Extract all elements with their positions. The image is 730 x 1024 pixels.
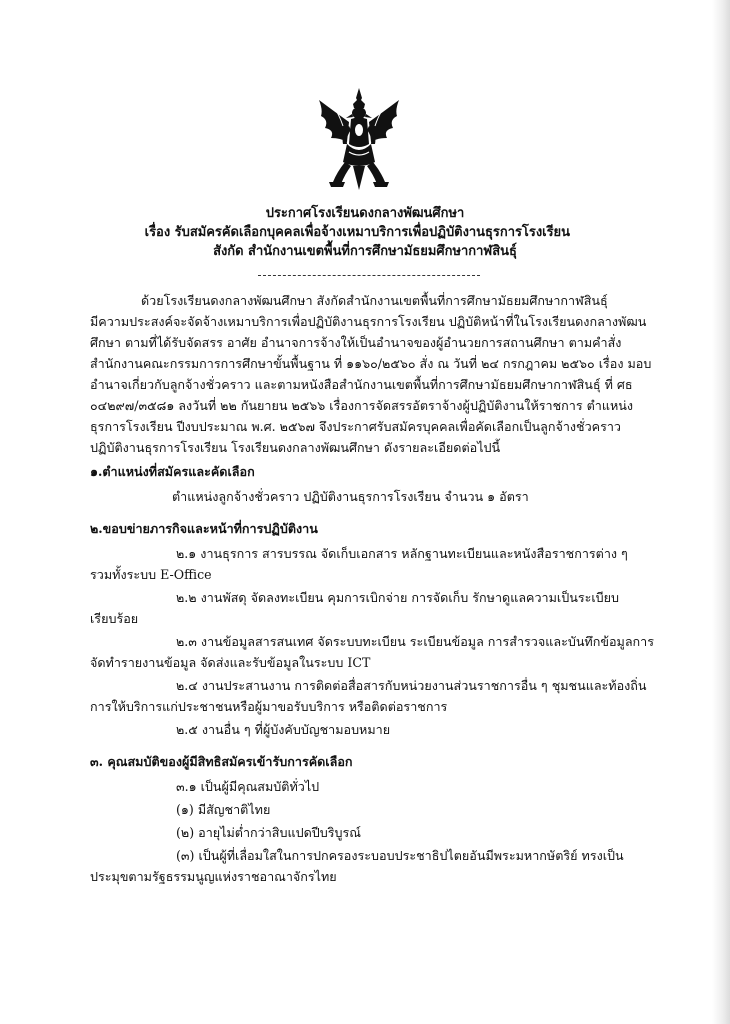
section-2-item-5: ๒.๕ งานอื่น ๆ ที่ผู้บังคับบัญชามอบหมาย — [176, 722, 391, 737]
section-2-item-1-cont: รวมทั้งระบบ E-Office — [90, 567, 212, 582]
intro-line-1: ด้วยโรงเรียนดงกลางพัฒนศึกษา สังกัดสำนักงานเขตพื้นที่การศึกษามัธยมศึกษากาฬสินธุ์ — [141, 293, 608, 308]
section-2-item-2: ๒.๒ งานพัสดุ จัดลงทะเบียน คุมการเบิกจ่าย การจัดเก็บ รักษาดูแลความเป็นระเบียบ — [176, 590, 620, 605]
header-affiliation: สังกัด สำนักงานเขตพื้นที่การศึกษามัธยมศึกษากาฬสินธุ์ — [213, 243, 517, 259]
intro-line-6: ๐๔๒๙๗/๓๕๘๑ ลงวันที่ ๒๒ กันยายน ๒๕๖๖ เรื่องการจัดสรรอัตราจ้างผู้ปฏิบัติงานให้ราชการ ตำแหน่ง — [90, 398, 634, 413]
intro-line-7: ธุรการโรงเรียน ปีงบประมาณ พ.ศ. ๒๕๖๗ จึงประกาศรับสมัครบุคคลเพื่อคัดเลือกเป็นลูกจ้างชั่วคราว — [90, 419, 621, 434]
header-divider — [258, 275, 480, 276]
section-2-item-4-cont: การให้บริการแก่ประชาชนหรือผู้มาขอรับบริการ หรือติดต่อราชการ — [90, 699, 448, 714]
section-3-item-1: (๑) มีสัญชาติไทย — [176, 802, 271, 817]
page-edge-shadow — [712, 0, 730, 1024]
section-2-item-3-cont: จัดทำรายงานข้อมูล จัดส่งและรับข้อมูลในระบบ ICT — [90, 655, 371, 670]
intro-line-3: ศึกษา ตามที่ได้รับจัดสรร อาศัย อำนาจการจ้างให้เป็นอำนาจของผู้อำนวยการสถานศึกษา ตามคำสั่ง — [90, 335, 622, 350]
section-2-item-1: ๒.๑ งานธุรการ สารบรรณ จัดเก็บเอกสาร หลักฐานทะเบียนและหนังสือราชการต่าง ๆ — [176, 546, 628, 561]
section-2-item-4: ๒.๔ งานประสานงาน การติดต่อสื่อสารกับหน่วยงานส่วนราชการอื่น ๆ ชุมชนและท้องถิ่น — [176, 678, 647, 693]
intro-line-8: ปฏิบัติงานธุรการโรงเรียน โรงเรียนดงกลางพัฒนศึกษา ดังรายละเอียดต่อไปนี้ — [90, 440, 501, 455]
section-2-item-2-cont: เรียบร้อย — [90, 611, 139, 626]
header-school-announcement: ประกาศโรงเรียนดงกลางพัฒนศึกษา — [265, 205, 465, 221]
section-3-item-3: (๓) เป็นผู้ที่เลื่อมใสในการปกครองระบอบประชาธิปไตยอันมีพระมหากษัตริย์ ทรงเป็น — [176, 848, 624, 863]
section-3-sub: ๓.๑ เป็นผู้มีคุณสมบัติทั่วไป — [176, 779, 320, 794]
section-1-heading: ๑.ตำแหน่งที่สมัครและคัดเลือก — [90, 464, 255, 479]
section-2-heading: ๒.ขอบข่ายภารกิจและหน้าที่การปฏิบัติงาน — [90, 521, 318, 536]
section-2-item-3: ๒.๓ งานข้อมูลสารสนเทศ จัดระบบทะเบียน ระเบียนข้อมูล การสำรวจและบันทึกข้อมูลการ — [176, 634, 655, 649]
announcement-header — [0, 204, 730, 261]
header-subject: เรื่อง รับสมัครคัดเลือกบุคคลเพื่อจ้างเหมาบริการเพื่อปฏิบัติงานธุรการโรงเรียน — [144, 224, 570, 240]
intro-line-5: อำนาจเกี่ยวกับลูกจ้างชั่วคราว และตามหนังสือสำนักงานเขตพื้นที่การศึกษามัธยมศึกษากาฬสินธุ์ ที่ ศธ — [90, 377, 633, 392]
section-3-item-3-cont: ประมุขตามรัฐธรรมนูญแห่งราชอาณาจักรไทย — [90, 869, 337, 884]
garuda-emblem-icon — [313, 86, 405, 192]
intro-line-2: มีความประสงค์จะจัดจ้างเหมาบริการเพื่อปฏิบัติงานธุรการโรงเรียน ปฏิบัติหน้าที่ในโรงเรียนดงกลางพัฒน — [90, 314, 647, 329]
section-3-heading: ๓. คุณสมบัติของผู้มีสิทธิสมัครเข้ารับการคัดเลือก — [90, 754, 353, 769]
intro-line-4: สำนักงานคณะกรรมการการศึกษาขั้นพื้นฐาน ที่ ๑๑๖๐/๒๕๖๐ สั่ง ณ วันที่ ๒๔ กรกฎาคม ๒๕๖๐ เรื่อง มอบ — [90, 356, 652, 371]
section-3-item-2: (๒) อายุไม่ต่ำกว่าสิบแปดปีบริบูรณ์ — [176, 825, 361, 840]
section-1-body: ตำแหน่งลูกจ้างชั่วคราว ปฏิบัติงานธุรการโรงเรียน จำนวน ๑ อัตรา — [172, 489, 529, 504]
